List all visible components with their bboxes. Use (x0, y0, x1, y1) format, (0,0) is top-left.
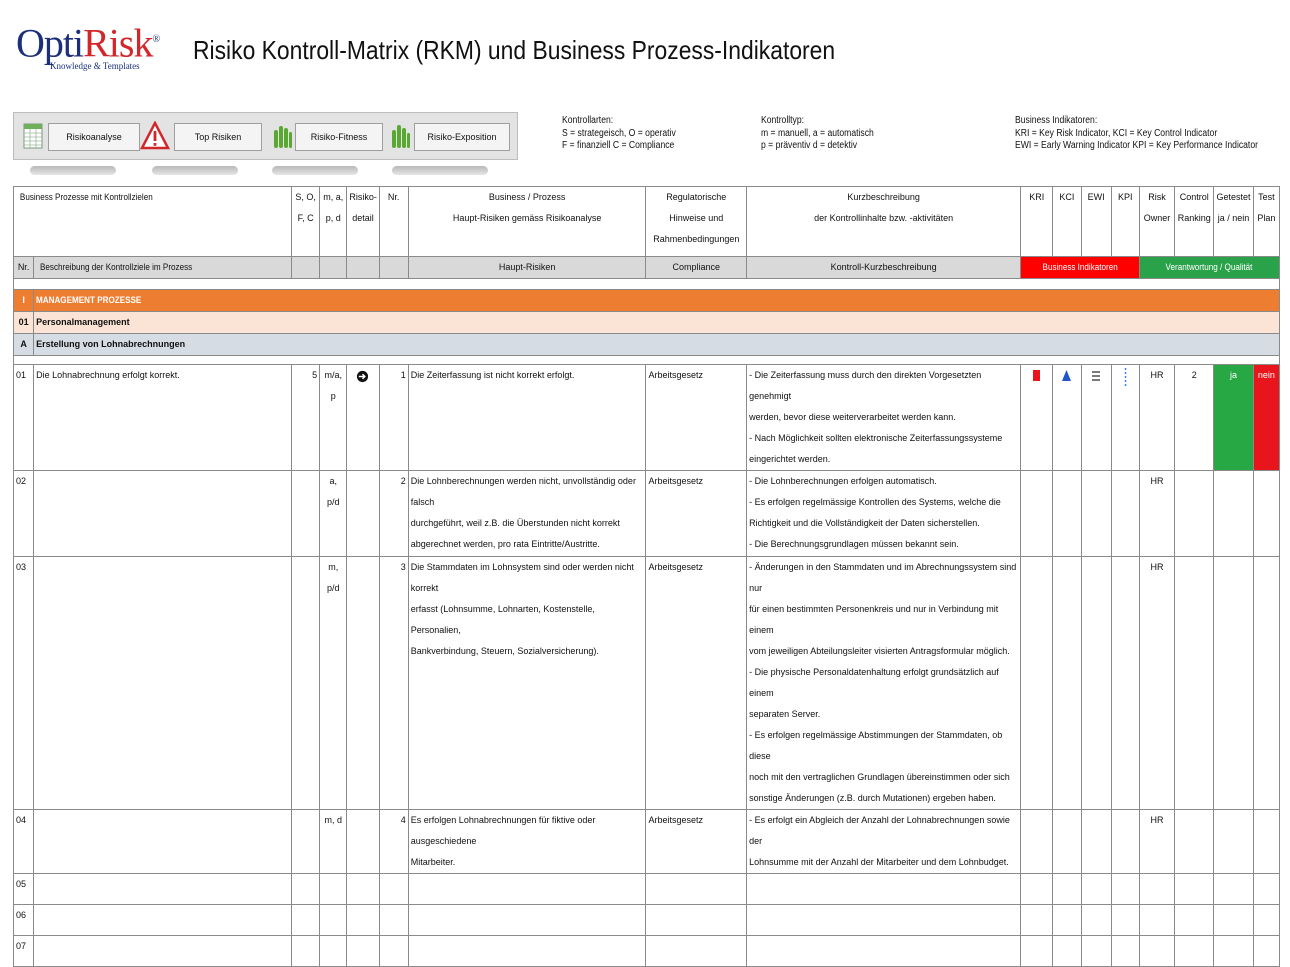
col-header-getestet: Getestet ja / nein (1214, 187, 1253, 257)
empty-cell[interactable] (1214, 874, 1253, 905)
legend-kontrollarten (562, 115, 676, 153)
table-row (14, 471, 1280, 557)
row-number: 01 (14, 365, 34, 471)
empty-cell[interactable] (1081, 874, 1111, 905)
col-header-kri: KRI (1021, 187, 1053, 257)
logo-registered: ® (152, 34, 160, 45)
row-kontrollziel[interactable] (34, 557, 292, 810)
row-kpi[interactable] (1111, 471, 1139, 557)
empty-cell[interactable] (1021, 874, 1053, 905)
empty-cell[interactable] (408, 905, 646, 936)
table-row (14, 810, 1280, 874)
row-ewi[interactable] (1081, 810, 1111, 874)
subheader-empty (379, 257, 408, 279)
table-row (14, 905, 1280, 936)
empty-cell[interactable] (347, 874, 379, 905)
empty-cell[interactable] (1021, 905, 1053, 936)
row-kci[interactable] (1053, 365, 1081, 471)
page-title: Risiko Kontroll-Matrix (RKM) und Business Prozess-Indikatoren (193, 35, 836, 65)
col-header-control-ranking: Control Ranking (1175, 187, 1214, 257)
row-kci[interactable] (1053, 810, 1081, 874)
row-sofc[interactable] (291, 810, 319, 874)
col-header-kpi: KPI (1111, 187, 1139, 257)
row-kri[interactable] (1021, 810, 1053, 874)
subheader-empty (320, 257, 347, 279)
row-sofc[interactable] (291, 471, 319, 557)
row-mapd[interactable]: m, p/d (320, 557, 347, 810)
spacer-row (14, 279, 1280, 290)
row-risk-owner[interactable]: HR (1139, 557, 1174, 810)
empty-cell[interactable] (320, 936, 347, 967)
col-header-kurzbeschreibung: Kurzbeschreibung der Kontrollinhalte bzw. -aktivitäten (747, 187, 1021, 257)
section-label: Erstellung von Lohnabrechnungen (34, 334, 1280, 356)
row-test-plan[interactable] (1253, 810, 1279, 874)
col-header-sofc: S, O, F, C (291, 187, 319, 257)
empty-cell[interactable] (291, 874, 319, 905)
col-header-test-plan: Test Plan (1253, 187, 1279, 257)
dotted-line-icon (1124, 368, 1127, 386)
row-kurzbeschreibung[interactable]: - Änderungen in den Stammdaten und im Abrechnungssystem sind nur für einen bestimmten Personenkreis und nur in Verbindung mit einem vom jeweiligen Abteilungsleiter visierten Antragsformular möglich. - Die physische Personaldatenhaltung erfolgt grundsätzlich auf einem separaten Server. - Es erfolgen regelmässige Abstimmungen der Stammdaten, ob diese noch mit den vertraglichen Grundlagen übereinstimmen oder sich sonstige Änderungen (z.B. durch Mutationen) ergeben haben. (747, 557, 1021, 810)
empty-cell[interactable] (1175, 936, 1214, 967)
risiko-exposition-button[interactable]: Risiko-Exposition (414, 123, 510, 151)
empty-cell[interactable] (1053, 905, 1081, 936)
top-risiken-button[interactable]: Top Risiken (174, 123, 262, 151)
section-row-management (14, 290, 1280, 312)
subheader-haupt-risiken: Haupt-Risiken (408, 257, 646, 279)
empty-cell[interactable] (1111, 936, 1139, 967)
legend-kontrolltyp (761, 115, 874, 153)
legend-line: F = finanziell C = Compliance (562, 140, 675, 151)
empty-cell[interactable] (646, 936, 747, 967)
col-header-ewi: EWI (1081, 187, 1111, 257)
empty-cell[interactable] (747, 874, 1021, 905)
button-shadow (152, 166, 238, 175)
logo-tagline: Knowledge & Templates (50, 61, 140, 72)
blue-triangle-icon (1062, 370, 1071, 381)
red-square-icon (1033, 370, 1040, 381)
row-kri[interactable] (1021, 471, 1053, 557)
section-number: I (14, 290, 34, 312)
row-ewi[interactable] (1081, 471, 1111, 557)
empty-cell[interactable] (747, 905, 1021, 936)
logo-name-part1: Opti (16, 20, 84, 66)
row-number: 02 (14, 471, 34, 557)
legend-title: Business Indikatoren: (1015, 115, 1098, 126)
subheader-empty (347, 257, 379, 279)
row-haupt-risiko[interactable]: Die Lohnberechnungen werden nicht, unvollständig oder falsch durchgeführt, weil z.B. die Überstunden nicht korrekt abgerechnet werden, pro rata Eintritte/Austritte. (408, 471, 646, 557)
empty-cell[interactable] (379, 936, 408, 967)
section-label: MANAGEMENT PROZESSE (34, 290, 1280, 312)
subheader-business-indikatoren: Business Indikatoren (1021, 257, 1140, 279)
row-test-plan[interactable] (1253, 471, 1279, 557)
empty-cell[interactable] (1111, 905, 1139, 936)
risk-control-matrix (13, 186, 1280, 967)
subheader-beschreibung: Beschreibung der Kontrollziele im Prozess (34, 257, 292, 279)
empty-cell[interactable] (347, 936, 379, 967)
spacer-row (14, 356, 1280, 365)
subheader-verantwortung: Verantwortung / Qualität (1139, 257, 1279, 279)
row-getestet[interactable]: ja (1214, 365, 1253, 471)
empty-cell[interactable] (747, 936, 1021, 967)
row-risk-nr: 1 (379, 365, 408, 471)
row-getestet[interactable] (1214, 810, 1253, 874)
risiko-fitness-button[interactable]: Risiko-Fitness (295, 123, 383, 151)
empty-cell[interactable] (1214, 936, 1253, 967)
legend-title: Kontrollarten: (562, 115, 614, 126)
empty-cell[interactable] (379, 874, 408, 905)
empty-cell[interactable] (379, 905, 408, 936)
col-header-nr: Nr. (379, 187, 408, 257)
empty-cell[interactable] (1111, 874, 1139, 905)
optirisk-logo (16, 20, 160, 90)
empty-cell[interactable] (291, 936, 319, 967)
row-risikodetail[interactable] (347, 365, 379, 471)
row-sofc[interactable]: 5 (291, 365, 319, 471)
spreadsheet-icon[interactable] (20, 119, 46, 153)
row-risk-owner[interactable]: HR (1139, 810, 1174, 874)
logo-name-part2: Risk (83, 20, 153, 66)
row-test-plan[interactable] (1253, 557, 1279, 810)
section-number: 01 (14, 312, 34, 334)
row-kurzbeschreibung[interactable]: - Es erfolgt ein Abgleich der Anzahl der Lohnabrechnungen sowie der Lohnsumme mit der Anzahl der Mitarbeiter und dem Lohnbudget. (747, 810, 1021, 874)
row-mapd[interactable]: a, p/d (320, 471, 347, 557)
row-number: 04 (14, 810, 34, 874)
subheader-nr: Nr. (14, 257, 34, 279)
empty-cell[interactable] (34, 874, 292, 905)
row-getestet[interactable] (1214, 557, 1253, 810)
row-haupt-risiko[interactable]: Es erfolgen Lohnabrechnungen für fiktive oder ausgeschiedene Mitarbeiter. (408, 810, 646, 874)
table-header-row (14, 187, 1280, 257)
empty-cell[interactable] (1175, 874, 1214, 905)
subheader-empty (291, 257, 319, 279)
col-header-regulatorisch: Regulatorische Hinweise und Rahmenbedingungen (646, 187, 747, 257)
col-header-mapd: m, a, p, d (320, 187, 347, 257)
row-number: 07 (14, 936, 34, 967)
row-ewi[interactable] (1081, 365, 1111, 471)
subheader-kontroll-kurz: Kontroll-Kurzbeschreibung (747, 257, 1021, 279)
row-risk-owner[interactable]: HR (1139, 471, 1174, 557)
row-mapd[interactable]: m/a, p (320, 365, 347, 471)
row-risikodetail[interactable] (347, 471, 379, 557)
table-row (14, 936, 1280, 967)
section-row-personalmanagement (14, 312, 1280, 334)
row-risk-nr: 2 (379, 471, 408, 557)
empty-cell[interactable] (1175, 905, 1214, 936)
row-risk-nr: 3 (379, 557, 408, 810)
empty-cell[interactable] (34, 936, 292, 967)
row-number: 06 (14, 905, 34, 936)
legend-line: KRI = Key Risk Indicator, KCI = Key Control Indicator (1015, 127, 1218, 139)
empty-cell[interactable] (1139, 874, 1174, 905)
three-lines-icon (1092, 371, 1100, 381)
empty-cell[interactable] (291, 905, 319, 936)
row-control-ranking[interactable] (1175, 557, 1214, 810)
row-kpi[interactable] (1111, 365, 1139, 471)
empty-cell[interactable] (320, 874, 347, 905)
empty-cell[interactable] (320, 905, 347, 936)
row-test-plan[interactable]: nein (1253, 365, 1279, 471)
risikoanalyse-button[interactable]: Risikoanalyse (48, 123, 140, 151)
table-subheader-row (14, 257, 1280, 279)
table-row (14, 557, 1280, 810)
row-getestet[interactable] (1214, 471, 1253, 557)
row-haupt-risiko[interactable]: Die Stammdaten im Lohnsystem sind oder werden nicht korrekt erfasst (Lohnsumme, Lohnarten, Kostenstelle, Personalien, Bankverbindung, Steuern, Sozialversicherung). (408, 557, 646, 810)
row-risikodetail[interactable] (347, 810, 379, 874)
row-mapd[interactable]: m, d (320, 810, 347, 874)
legend-indikatoren (1015, 115, 1258, 153)
row-kci[interactable] (1053, 471, 1081, 557)
row-kontrollziel[interactable] (34, 471, 292, 557)
col-header-risk-owner: Risk Owner (1139, 187, 1174, 257)
row-regulatorisch[interactable]: Arbeitsgesetz (646, 557, 747, 810)
row-kontrollziel[interactable] (34, 810, 292, 874)
empty-cell[interactable] (1081, 936, 1111, 967)
col-header-prozesse: Business Prozesse mit Kontrollzielen (14, 187, 292, 257)
row-risk-nr: 4 (379, 810, 408, 874)
empty-cell[interactable] (646, 905, 747, 936)
navigation-toolbar (13, 112, 518, 160)
row-kci[interactable] (1053, 557, 1081, 810)
empty-cell[interactable] (1053, 936, 1081, 967)
legend-title: Kontrolltyp: (761, 115, 805, 126)
empty-cell[interactable] (1253, 874, 1279, 905)
legend-line: EWI = Early Warning Indicator KPI = Key Performance Indicator (1015, 140, 1258, 151)
row-kpi[interactable] (1111, 810, 1139, 874)
empty-cell[interactable] (646, 874, 747, 905)
empty-cell[interactable] (408, 936, 646, 967)
subheader-compliance: Compliance (646, 257, 747, 279)
row-kurzbeschreibung[interactable]: - Die Zeiterfassung muss durch den direkten Vorgesetzten genehmigt werden, bevor diese weiterverarbeitet werden kann. - Nach Möglichkeit sollten elektronische Zeiterfassungssysteme eingerichtet werden. (747, 365, 1021, 471)
row-kontrollziel[interactable]: Die Lohnabrechnung erfolgt korrekt. (34, 365, 292, 471)
row-kurzbeschreibung[interactable]: - Die Lohnberechnungen erfolgen automatisch. - Es erfolgen regelmässige Kontrollen des Systems, welche die Richtigkeit und die Vollständigkeit der Daten sicherstellen. - Die Berechnungsgrundlagen müssen bekannt sein. (747, 471, 1021, 557)
button-shadow (392, 166, 488, 175)
empty-cell[interactable] (1253, 936, 1279, 967)
row-control-ranking[interactable] (1175, 471, 1214, 557)
empty-cell[interactable] (1081, 905, 1111, 936)
empty-cell[interactable] (1139, 936, 1174, 967)
empty-cell[interactable] (347, 905, 379, 936)
row-number: 03 (14, 557, 34, 810)
exposition-icon[interactable] (388, 119, 414, 153)
warning-icon[interactable] (140, 119, 170, 153)
row-kri[interactable] (1021, 365, 1053, 471)
button-shadow (272, 166, 358, 175)
legend-line: S = strategeisch, O = operativ (562, 127, 676, 139)
row-risikodetail[interactable] (347, 557, 379, 810)
section-row-lohnabrechnungen (14, 334, 1280, 356)
legend-line: m = manuell, a = automatisch (761, 127, 874, 139)
col-header-kci: KCI (1053, 187, 1081, 257)
table-row (14, 365, 1280, 471)
empty-cell[interactable] (1253, 905, 1279, 936)
button-shadow (30, 166, 116, 175)
row-sofc[interactable] (291, 557, 319, 810)
table-row (14, 874, 1280, 905)
col-header-prozess: Business / Prozess Haupt-Risiken gemäss Risikoanalyse (408, 187, 646, 257)
legend-line: p = präventiv d = detektiv (761, 140, 858, 151)
arrow-circle-icon[interactable] (356, 370, 369, 383)
row-risk-owner[interactable]: HR (1139, 365, 1174, 471)
row-number: 05 (14, 874, 34, 905)
section-number: A (14, 334, 34, 356)
empty-cell[interactable] (34, 905, 292, 936)
empty-cell[interactable] (408, 874, 646, 905)
row-control-ranking[interactable]: 2 (1175, 365, 1214, 471)
section-label: Personalmanagement (34, 312, 1280, 334)
row-regulatorisch[interactable]: Arbeitsgesetz (646, 365, 747, 471)
row-control-ranking[interactable] (1175, 810, 1214, 874)
row-kri[interactable] (1021, 557, 1053, 810)
empty-cell[interactable] (1139, 905, 1174, 936)
col-header-risikodetail: Risiko- detail (347, 187, 379, 257)
fitness-icon[interactable] (270, 119, 296, 153)
row-regulatorisch[interactable]: Arbeitsgesetz (646, 810, 747, 874)
row-kpi[interactable] (1111, 557, 1139, 810)
empty-cell[interactable] (1053, 874, 1081, 905)
row-ewi[interactable] (1081, 557, 1111, 810)
row-haupt-risiko[interactable]: Die Zeiterfassung ist nicht korrekt erfolgt. (408, 365, 646, 471)
empty-cell[interactable] (1214, 905, 1253, 936)
row-regulatorisch[interactable]: Arbeitsgesetz (646, 471, 747, 557)
empty-cell[interactable] (1021, 936, 1053, 967)
